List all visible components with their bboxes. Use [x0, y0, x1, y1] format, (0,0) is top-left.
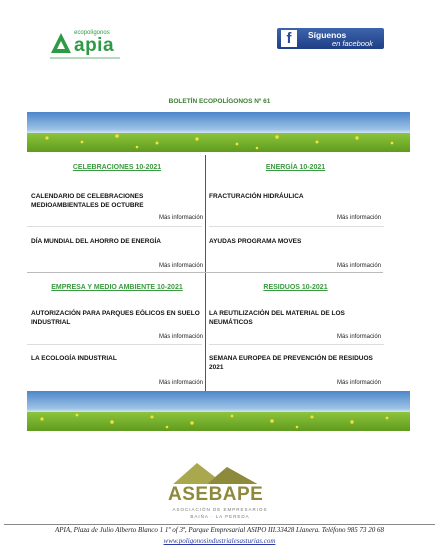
item-dia-mundial[interactable]: DÍA MUNDIAL DEL AHORRO DE ENERGÍA	[31, 238, 162, 245]
facebook-follow-button[interactable]	[277, 28, 384, 49]
footer-address: APIA, Plaza de Julio Alberto Blanco 1 1º of 3ª, Parque Empresarial ASIPO III.33428 Llanera. Teléfono 985 73 20 68	[54, 526, 385, 534]
item-fracturacion[interactable]: FRACTURACIÓN HIDRÁULICA	[209, 193, 304, 200]
more-info-link[interactable]: Más información	[336, 263, 381, 269]
asebape-tagline: ASOCIACIÓN DE EMPRESARIOS	[172, 507, 268, 512]
item-neumaticos[interactable]: LA REUTILIZACIÓN DEL MATERIAL DE LOS NEUMÁTICOS	[209, 310, 345, 326]
item-semana-europea[interactable]: SEMANA EUROPEA DE PREVENCIÓN DE RESIDUOS 2021	[209, 355, 373, 371]
section-title-empresa[interactable]: EMPRESA Y MEDIO AMBIENTE 10-2021	[51, 284, 183, 291]
item-ecologia-industrial[interactable]: LA ECOLOGÍA INDUSTRIAL	[31, 355, 117, 362]
separator	[209, 344, 384, 345]
logo-text: apia	[74, 35, 115, 56]
separator	[27, 226, 202, 227]
section-row-separator	[27, 272, 383, 273]
facebook-icon: f	[281, 30, 297, 47]
flowers-decoration	[27, 407, 410, 431]
top-banner-image	[27, 112, 410, 152]
separator	[209, 226, 384, 227]
bulletin-title: BOLETÍN ECOPOLÍGONOS Nº 61	[168, 98, 271, 105]
more-info-link[interactable]: Más información	[336, 334, 381, 340]
item-ayudas-moves[interactable]: AYUDAS PROGRAMA MOVES	[209, 238, 302, 245]
more-info-link[interactable]: Más información	[158, 215, 203, 221]
mountains-icon	[165, 459, 275, 487]
item-calendario[interactable]: CALENDARIO DE CELEBRACIONES MEDIOAMBIENTALES DE OCTUBRE	[31, 193, 144, 209]
section-title-residuos[interactable]: RESIDUOS 10-2021	[263, 284, 328, 291]
logo-underline	[50, 57, 120, 59]
facebook-label-line2: en facebook	[332, 39, 373, 48]
more-info-link[interactable]: Más información	[158, 263, 203, 269]
bottom-banner-image	[27, 391, 410, 431]
section-title-celebraciones[interactable]: CELEBRACIONES 10-2021	[72, 164, 162, 171]
more-info-link[interactable]: Más información	[158, 334, 203, 340]
more-info-link[interactable]: Más información	[336, 380, 381, 386]
logo-subtitle: ecopolígonos	[74, 30, 110, 36]
column-divider	[205, 155, 206, 391]
asebape-logo[interactable]	[165, 459, 275, 519]
asebape-location: BAIÑA · LA PEREDA	[190, 514, 250, 519]
apia-logo[interactable]	[50, 30, 120, 60]
apia-triangle-icon	[50, 32, 72, 54]
flowers-decoration	[27, 128, 410, 152]
more-info-link[interactable]: Más información	[158, 380, 203, 386]
asebape-name: ASEBAPE	[168, 484, 264, 505]
facebook-label-line1: Síguenos	[308, 30, 347, 40]
more-info-link[interactable]: Más información	[336, 215, 381, 221]
separator	[27, 344, 202, 345]
footer-divider	[4, 524, 435, 525]
section-title-energia[interactable]: ENERGÍA 10-2021	[265, 164, 326, 171]
footer-website-link[interactable]: www.poligonosindustrialesasturias.com	[163, 537, 276, 545]
item-parques-eolicos[interactable]: AUTORIZACIÓN PARA PARQUES EÓLICOS EN SUELO INDUSTRIAL	[31, 310, 200, 326]
